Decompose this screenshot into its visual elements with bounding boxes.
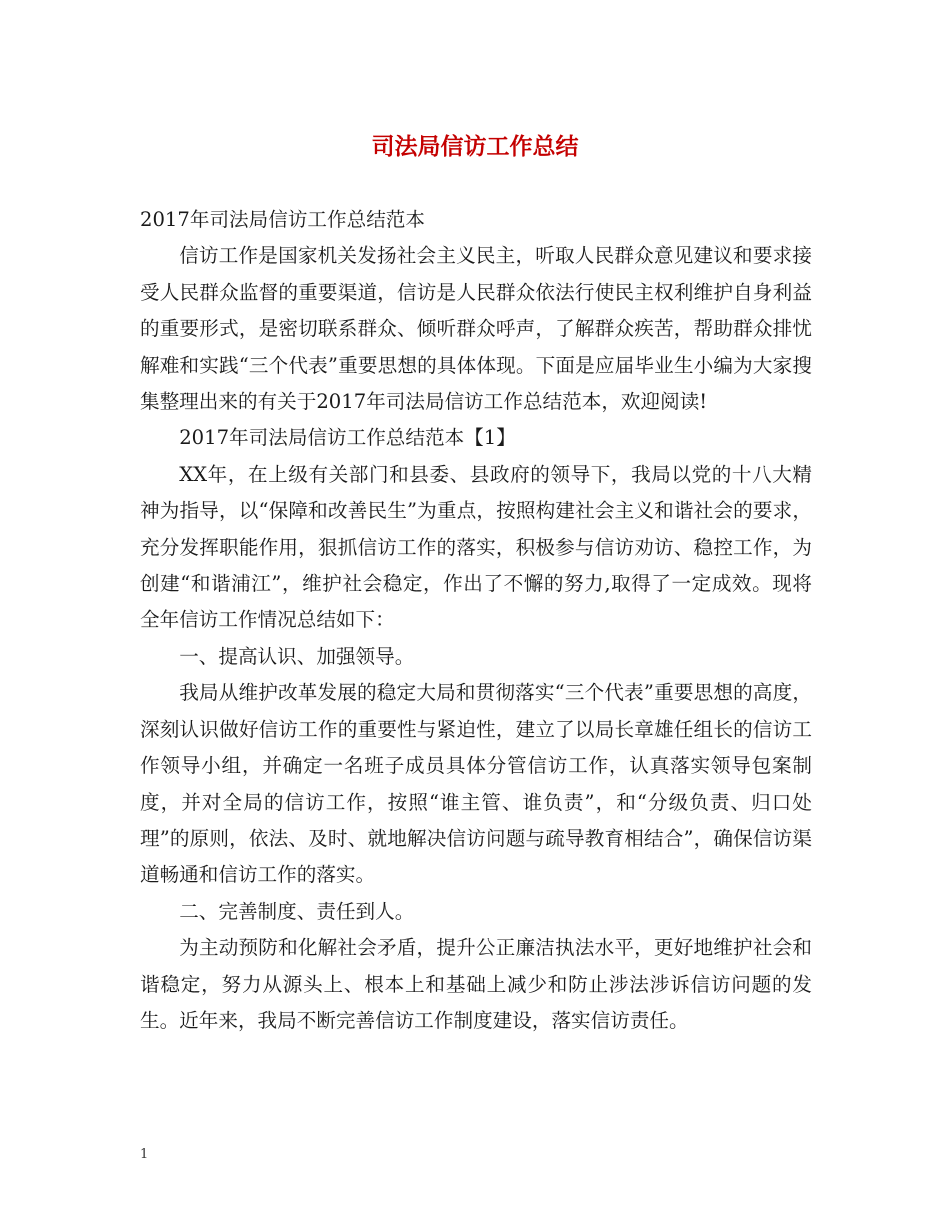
document-title: 司法局信访工作总结 (371, 134, 579, 160)
document-subtitle: 2017年司法局信访工作总结范本 (140, 208, 425, 231)
paragraph-intro: 信访工作是国家机关发扬社会主义民主，听取人民群众意见建议和要求接受人民群众监督的重要渠道，信访是人民群众依法行使民主权利维护自身利益的重要形式，是密切联系群众、倾听群众呼声，了解群众疾苦，帮助群众排忧解难和实践“三个代表”重要思想的具体体现。下面是应届毕业生小编为大家搜集整理出来的有关于2017年司法局信访工作总结范本，欢迎阅读! (140, 244, 812, 414)
paragraph-overview: XX年，在上级有关部门和县委、县政府的领导下，我局以党的十八大精神为指导，以“保障和改善民生”为重点，按照构建社会主义和谐社会的要求，充分发挥职能作用，狠抓信访工作的落实，积极参与信访劝访、稳控工作，为创建“和谐浦江”，维护社会稳定，作出了不懈的努力,取得了一定成效。现将全年信访工作情况总结如下： (140, 462, 812, 632)
paragraph-leadership: 我局从维护改革发展的稳定大局和贯彻落实“三个代表”重要思想的高度，深刻认识做好信访工作的重要性与紧迫性，建立了以局长章雄任组长的信访工作领导小组，并确定一名班子成员具体分管信访工作，认真落实领导包案制度，并对全局的信访工作，按照“谁主管、谁负责”，和“分级负责、归口处理”的原则，依法、及时、就地解决信访问题与疏导教育相结合”，确保信访渠道畅通和信访工作的落实。 (140, 681, 812, 887)
document-body (140, 202, 812, 1039)
paragraph-system: 为主动预防和化解社会矛盾，提升公正廉洁执法水平，更好地维护社会和谐稳定，努力从源头上、根本上和基础上减少和防止涉法涉诉信访问题的发生。近年来，我局不断完善信访工作制度建设，落实信访责任。 (140, 936, 812, 1032)
section-heading-2: 二、完善制度、责任到人。 (179, 899, 415, 923)
section-heading-1: 一、提高认识、加强领导。 (179, 644, 415, 668)
section-heading-sample-1: 2017年司法局信访工作总结范本【1】 (179, 426, 516, 450)
page-number: 1 (140, 1147, 149, 1162)
